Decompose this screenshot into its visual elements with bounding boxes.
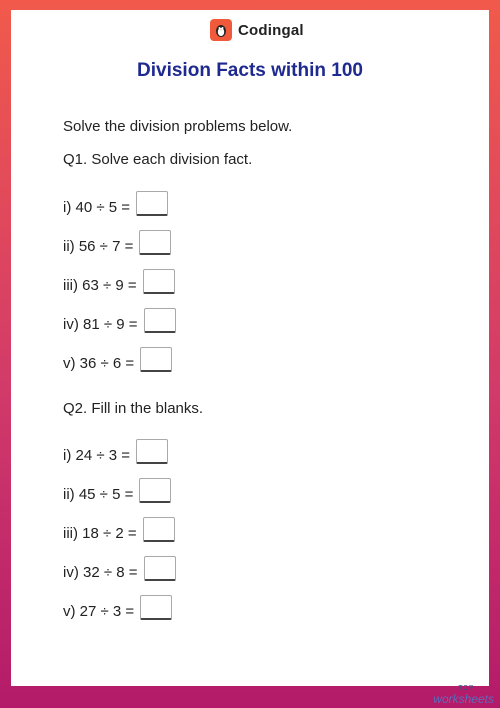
page-title: Division Facts within 100: [137, 60, 363, 81]
answer-input[interactable]: [136, 191, 168, 216]
q2-problem-5: [63, 590, 172, 620]
instructions-text: Solve the division problems below.: [63, 118, 293, 135]
problem-text: i) 24 ÷ 3 =: [63, 447, 131, 464]
q2-heading: Q2. Fill in the blanks.: [63, 400, 204, 417]
answer-input[interactable]: [140, 347, 172, 372]
problem-text: iii) 18 ÷ 2 =: [63, 525, 137, 542]
problem-text: ii) 56 ÷ 7 =: [63, 238, 134, 255]
answer-input[interactable]: [143, 517, 175, 542]
problem-text: iv) 81 ÷ 9 =: [63, 316, 138, 333]
q1-heading: Q1. Solve each division fact.: [63, 151, 253, 168]
problem-text: iii) 63 ÷ 9 =: [63, 277, 137, 294]
problem-text: v) 36 ÷ 6 =: [63, 355, 135, 372]
q1-problem-4: [63, 303, 176, 333]
answer-input[interactable]: [139, 230, 171, 255]
answer-input[interactable]: [143, 269, 175, 294]
q2-problem-1: [63, 434, 168, 464]
problem-text: v) 27 ÷ 3 =: [63, 603, 135, 620]
problem-text: ii) 45 ÷ 5 =: [63, 486, 134, 503]
answer-input[interactable]: [139, 478, 171, 503]
answer-input[interactable]: [136, 439, 168, 464]
answer-input[interactable]: [140, 595, 172, 620]
q1-problem-3: [63, 264, 175, 294]
codingal-logo: [210, 17, 304, 43]
q1-problem-5: [63, 342, 172, 372]
brand-name: Codingal: [238, 21, 304, 39]
q2-problem-4: [63, 551, 176, 581]
footer-top-text: TOP: [458, 685, 474, 692]
q1-problem-2: [63, 225, 171, 255]
q1-problem-1: [63, 186, 168, 216]
problem-text: iv) 32 ÷ 8 =: [63, 564, 138, 581]
penguin-icon: [210, 19, 232, 41]
problem-text: i) 40 ÷ 5 =: [63, 199, 131, 216]
q2-problem-2: [63, 473, 171, 503]
answer-input[interactable]: [144, 308, 176, 333]
worksheet-page: [11, 10, 489, 686]
topworksheets-logo: [433, 685, 494, 705]
q2-problem-3: [63, 512, 175, 542]
footer-worksheets-text: worksheets: [433, 692, 494, 706]
answer-input[interactable]: [144, 556, 176, 581]
